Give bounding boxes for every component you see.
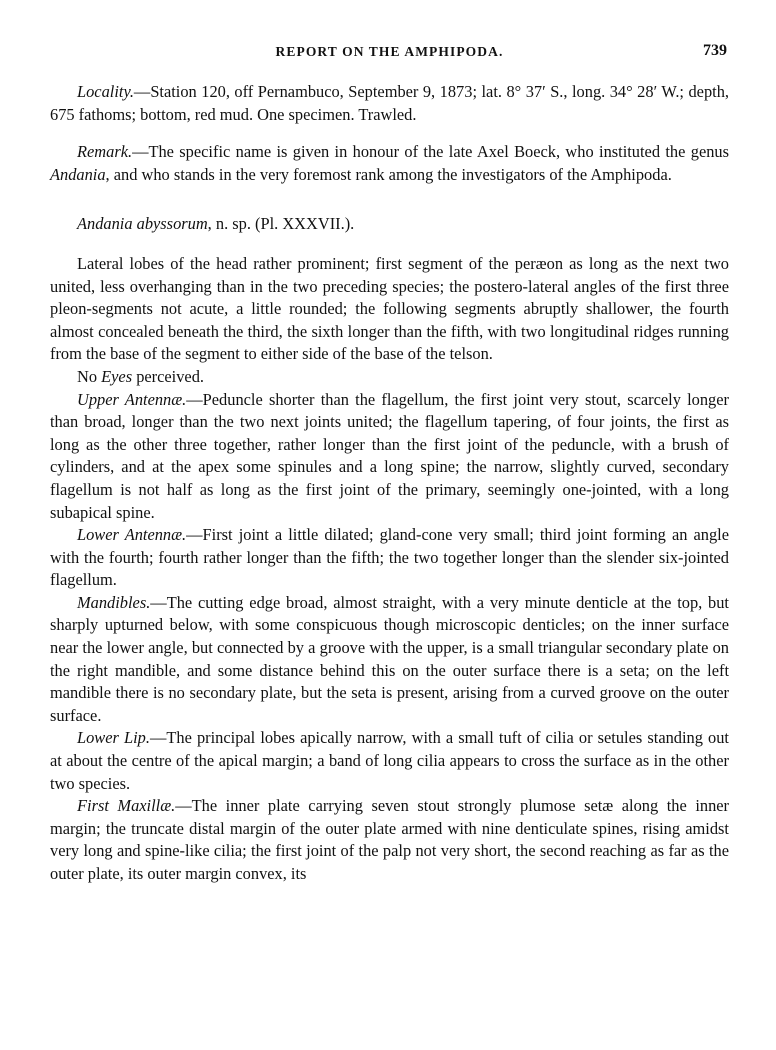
mandibles-paragraph	[50, 592, 729, 728]
general-description: Lateral lobes of the head rather prominent; first segment of the peræon as long as the next two united, less overhanging than in the two preceding species; the postero-lateral angles of the first three pleon-segments not acute, a little rounded; the following segments abruptly shallower, the fourth almost concealed beneath the third, the sixth longer than the fifth, with two longitudinal ridges running from the base of the segment to either side of the base of the telson.	[50, 253, 729, 364]
remark-paragraph	[50, 141, 729, 186]
locality-paragraph	[50, 81, 729, 126]
page	[50, 34, 729, 886]
upper-antennae-label: Upper Antennæ.	[77, 389, 187, 409]
upper-antennae-text: —Peduncle shorter than the flagellum, the first joint very stout, scarcely longer than broad, longer than the two next joints united; the flagellum tapering, of four joints, the first as long as the other three together, rather longer than the first joint of the peduncle, with a brush of cylinders, and at the apex some spinules and a long spine; the narrow, slightly curved, secondary flagellum is not half as long as the first joint of the primary, seemingly one-jointed, with a long subapical spine.	[50, 389, 729, 522]
first-maxillae-paragraph	[50, 795, 729, 885]
lower-lip-text: —The principal lobes apically narrow, with a small tuft of cilia or setules standing out at about the centre of the apical margin; a band of long cilia appears to cross the surface as in the other two species.	[50, 728, 729, 793]
lower-lip-label: Lower Lip.	[77, 728, 150, 748]
eyes-label: Eyes	[101, 366, 133, 386]
eyes-suffix: perceived.	[132, 366, 204, 386]
species-name: Andania abyssorum	[77, 214, 208, 234]
locality-text: —Station 120, off Pernambuco, September 9, 1873; lat. 8° 37′ S., long. 34° 28′ W.; depth, 675 fathoms; bottom, red mud. One specimen. Trawled.	[50, 82, 729, 124]
mandibles-label: Mandibles.	[77, 592, 151, 612]
first-maxillae-text: —The inner plate carrying seven stout strongly plumose setæ along the inner margin; the truncate distal margin of the outer plate armed with nine denticulate spines, rising amidst very long and spine-like cilia; the first joint of the palp not very short, the second reaching as far as the outer plate, its outer margin convex, its	[50, 796, 729, 883]
mandibles-text: —The cutting edge broad, almost straight, with a very minute denticle at the top, but sharply upturned below, with some conspicuous though microscopic denticles; on the inner surface near the lower angle, but connected by a groove with the upper, is a small triangular secondary plate on the right mandible, and some distance behind this on the outer surface there is a seta; on the left mandible there is no secondary plate, but the seta is present, arising from a curved groove on the outer surface.	[50, 592, 729, 725]
page-header	[50, 34, 729, 74]
lower-antennae-paragraph	[50, 524, 729, 592]
locality-label: Locality.	[77, 82, 134, 101]
eyes-prefix: No	[77, 366, 102, 386]
upper-antennae-paragraph	[50, 389, 729, 525]
first-maxillae-label: First Maxillæ.	[77, 796, 176, 816]
remark-text-1: —The specific name is given in honour of the late Axel Boeck, who instituted the genus	[132, 142, 729, 162]
remark-genus: Andania	[50, 164, 106, 184]
eyes-paragraph	[50, 366, 729, 389]
running-title: REPORT ON THE AMPHIPODA.	[275, 44, 504, 59]
lower-antennae-label: Lower Antennæ.	[77, 525, 187, 545]
species-heading-rest: , n. sp. (Pl. XXXVII.).	[207, 214, 355, 234]
species-heading	[50, 213, 729, 236]
lower-antennae-text: —First joint a little dilated; gland-cone very small; third joint forming an angle with the fourth; fourth rather longer than the fifth; the two together longer than the slender six-jointed flagellum.	[50, 525, 729, 590]
page-number: 739	[703, 42, 727, 59]
lower-lip-paragraph	[50, 727, 729, 795]
remark-label: Remark.	[77, 142, 133, 162]
remark-text-2: , and who stands in the very foremost rank among the investigators of the Amphipoda.	[105, 164, 672, 184]
